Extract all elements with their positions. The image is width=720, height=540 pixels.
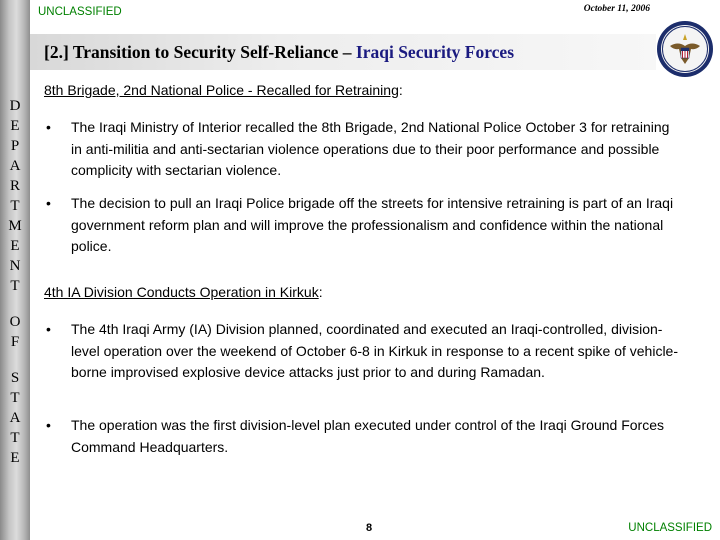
vertical-label-gap (0, 352, 30, 368)
vertical-label-letter: M (8, 218, 22, 234)
vertical-label-letter: P (10, 138, 20, 154)
vertical-label-letter: E (10, 238, 20, 254)
vertical-label-letter: N (9, 258, 21, 274)
vertical-label-letter: T (10, 198, 20, 214)
vertical-label-letter: R (9, 178, 20, 194)
bullet-text: The decision to pull an Iraqi Police brigade off the streets for intensive retraining is part of an Iraqi government reform plan and will improve the professionalism and confidence within the national police. (71, 195, 674, 254)
vertical-label-letter: F (10, 334, 20, 350)
bullet-text: The Iraqi Ministry of Interior recalled the 8th Brigade, 2nd National Police October 3 for retraining in anti-militia and anti-sectarian violence operations due to their poor performance and possible complicity with sectarian violence. (71, 119, 670, 178)
page-number: 8 (366, 522, 373, 534)
bottom-classification-label: UNCLASSIFIED (628, 522, 712, 534)
vertical-label-letter: D (9, 98, 21, 114)
slide-title (44, 42, 514, 63)
bullet-marker: • (46, 321, 51, 337)
top-classification-label: UNCLASSIFIED (38, 6, 122, 18)
department-of-state-vertical-label (0, 96, 30, 468)
bullet-text: The operation was the first division-level plan executed under control of the Iraqi Ground Forces Command Headquarters. (71, 417, 664, 455)
bullet-text: The 4th Iraqi Army (IA) Division planned, coordinated and executed an Iraqi-controlled, division-level operation over the weekend of October 6-8 in Kirkuk in response to a recent spike of vehicle-borne improvised explosive device attacks just prior to and during Ramadan. (71, 321, 678, 380)
slide-title-main: [2.] Transition to Security Self-Reliance – (44, 42, 356, 62)
vertical-label-gap (0, 296, 30, 312)
bullet-marker: • (46, 119, 51, 135)
slide-title-accent: Iraqi Security Forces (355, 42, 515, 62)
department-of-state-seal-icon (656, 20, 714, 78)
section-heading-colon: : (318, 284, 323, 300)
vertical-label-letter: S (10, 370, 20, 386)
slide-date: October 11, 2006 (583, 4, 650, 14)
section-heading-text: 8th Brigade, 2nd National Police - Recalled for Retraining (44, 82, 399, 98)
bullet-marker: • (46, 417, 51, 433)
vertical-label-letter: E (10, 118, 20, 134)
vertical-label-letter: A (9, 158, 21, 174)
vertical-label-letter: E (10, 450, 20, 466)
vertical-label-letter: T (10, 278, 20, 294)
section-heading-text: 4th IA Division Conducts Operation in Kirkuk (44, 284, 319, 300)
vertical-label-letter: T (10, 430, 20, 446)
vertical-label-letter: O (9, 314, 21, 330)
bullet-marker: • (46, 195, 51, 211)
section-heading (44, 284, 323, 300)
section-heading (44, 82, 403, 98)
vertical-label-letter: T (10, 390, 20, 406)
section-heading-colon: : (398, 82, 403, 98)
vertical-label-letter: A (9, 410, 21, 426)
